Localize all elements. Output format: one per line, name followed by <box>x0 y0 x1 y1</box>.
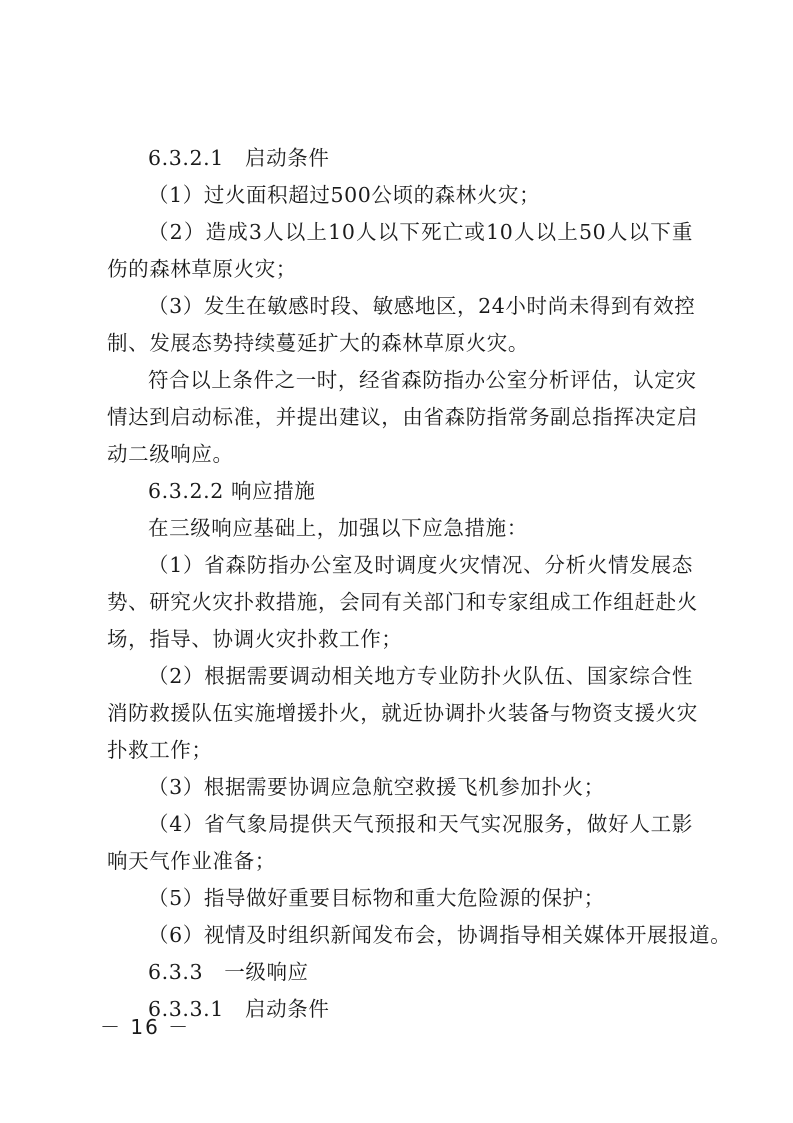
paragraph-line: 符合以上条件之一时，经省森防指办公室分析评估，认定灾 <box>148 368 697 392</box>
paragraph-line: （5）指导做好重要目标物和重大危险源的保护； <box>148 886 605 910</box>
paragraph-line: 制、发展态势持续蔓延扩大的森林草原火灾。 <box>107 331 529 355</box>
section-heading-6-3-2-1: 6.3.2.1 启动条件 <box>148 146 330 170</box>
paragraph-line: 动二级响应。 <box>107 442 234 466</box>
paragraph-line: （2）根据需要调动相关地方专业防扑火队伍、国家综合性 <box>148 664 693 688</box>
paragraph-line: 在三级响应基础上，加强以下应急措施： <box>148 516 528 540</box>
paragraph-line: 消防救援队伍实施增援扑火，就近协调扑火装备与物资支援火灾 <box>107 701 698 725</box>
page-number: － 16 － <box>100 1015 191 1039</box>
paragraph-line: （3）发生在敏感时段、敏感地区，24小时尚未得到有效控 <box>148 294 696 318</box>
paragraph-line: （1）省森防指办公室及时调度火灾情况、分析火情发展态 <box>148 553 693 577</box>
section-heading-6-3-3-1: 6.3.3.1 启动条件 <box>148 997 330 1021</box>
paragraph-line: 场，指导、协调火灾扑救工作； <box>107 627 403 651</box>
paragraph-line: （1）过火面积超过500公顷的森林火灾； <box>148 183 541 207</box>
paragraph-line: 响天气作业准备； <box>107 849 276 873</box>
paragraph-line: （6）视情及时组织新闻发布会，协调指导相关媒体开展报道。 <box>148 923 732 947</box>
paragraph-line: （3）根据需要协调应急航空救援飞机参加扑火； <box>148 775 605 799</box>
paragraph-line: 势、研究火灾扑救措施，会同有关部门和专家组成工作组赶赴火 <box>107 590 698 614</box>
paragraph-line: 伤的森林草原火灾； <box>107 257 297 281</box>
paragraph-line: （2）造成3人以上10人以下死亡或10人以上50人以下重 <box>148 220 693 244</box>
section-heading-6-3-2-2: 6.3.2.2 响应措施 <box>148 479 316 503</box>
section-heading-6-3-3: 6.3.3 一级响应 <box>148 960 309 984</box>
paragraph-line: （4）省气象局提供天气预报和天气实况服务，做好人工影 <box>148 812 693 836</box>
paragraph-line: 情达到启动标准，并提出建议，由省森防指常务副总指挥决定启 <box>107 405 698 429</box>
paragraph-line: 扑救工作； <box>107 738 213 762</box>
